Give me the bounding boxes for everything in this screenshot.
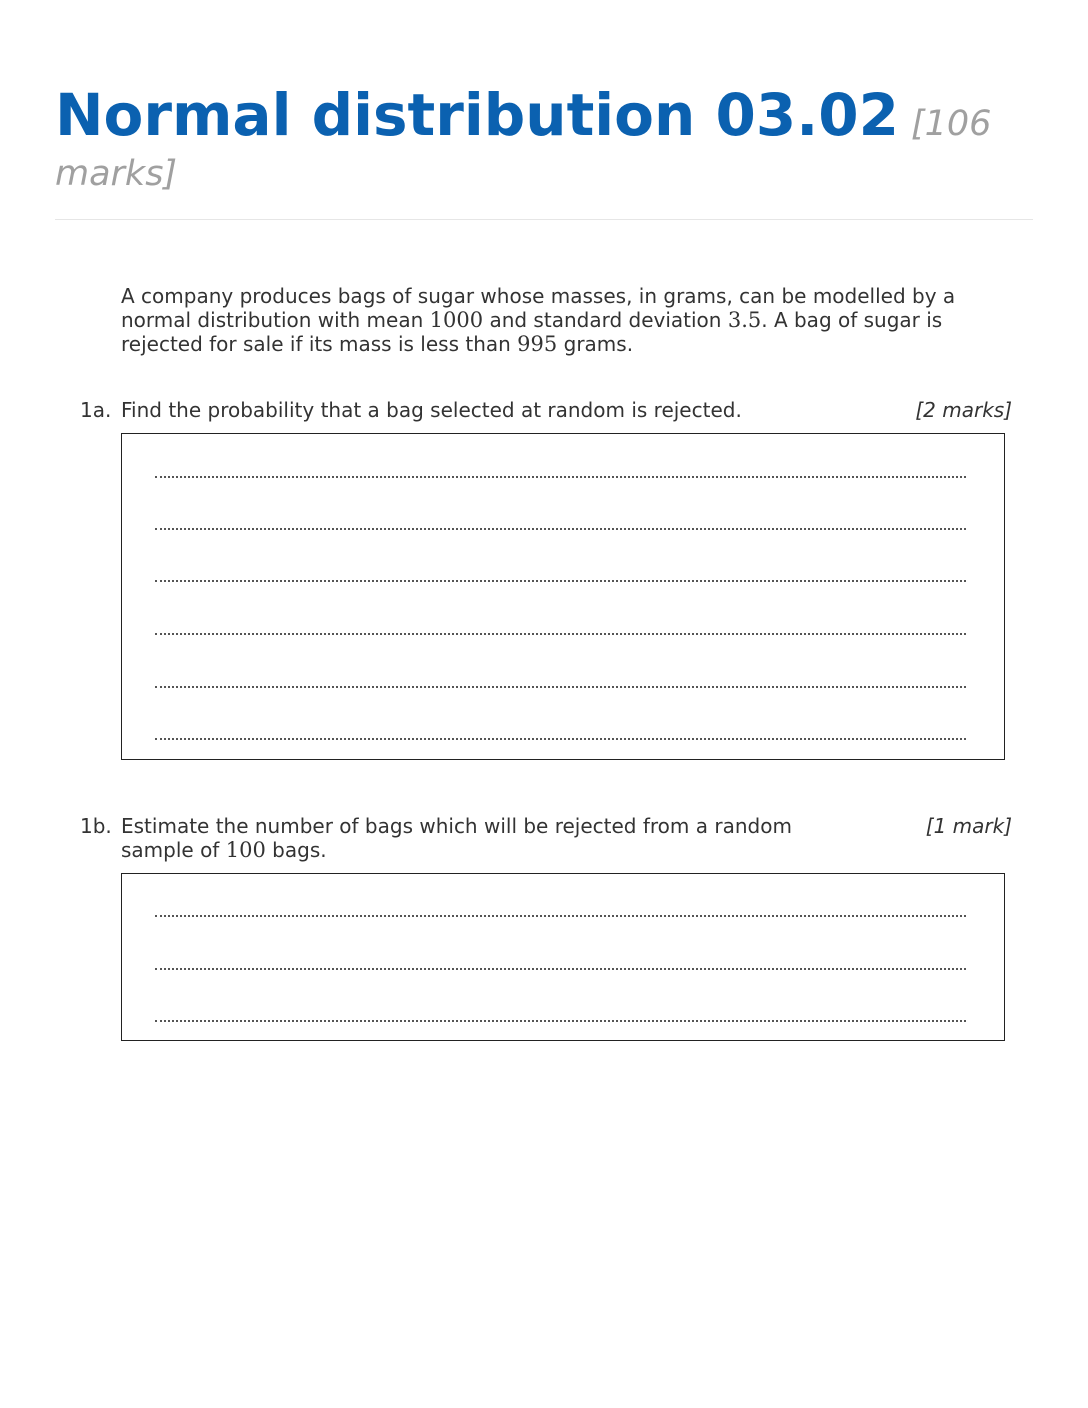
question-text-line-1: Estimate the number of bags which will be rejected from a random <box>121 814 792 838</box>
question-text-part: sample of <box>121 838 226 862</box>
mean-value: 1000 <box>429 308 484 332</box>
stem-text-2: and standard deviation <box>483 308 728 332</box>
page-title: Normal distribution 03.02 <box>55 81 899 149</box>
answer-line <box>155 476 966 478</box>
page-header <box>55 81 1033 199</box>
threshold-value: 995 <box>517 332 558 356</box>
question-text-line-2 <box>121 838 881 862</box>
answer-line <box>155 580 966 582</box>
answer-line <box>155 686 966 688</box>
stem-text-1: A company produces bags of sugar whose masses, in grams, can be modelled by a normal distribution with mean <box>121 284 956 332</box>
question-text: Find the probability that a bag selected at random is rejected. <box>121 398 742 422</box>
question-number: 1b. <box>80 814 112 838</box>
question-stem <box>121 284 1011 356</box>
question-1a <box>80 398 1012 422</box>
question-marks: [2 marks] <box>915 398 1012 422</box>
question-1b <box>80 814 1012 862</box>
total-marks: [106 marks] <box>55 104 992 194</box>
answer-line <box>155 968 966 970</box>
answer-line <box>155 915 966 917</box>
answer-box-1b[interactable] <box>121 873 1005 1041</box>
stem-text-4: grams. <box>557 332 634 356</box>
question-text-part: bags. <box>265 838 327 862</box>
answer-line <box>155 738 966 740</box>
header-divider <box>55 219 1033 220</box>
question-text <box>121 814 881 862</box>
answer-line <box>155 528 966 530</box>
sample-size-value: 100 <box>225 838 266 862</box>
answer-box-1a[interactable] <box>121 433 1005 760</box>
sd-value: 3.5 <box>727 308 762 332</box>
question-number: 1a. <box>80 398 112 422</box>
question-marks: [1 mark] <box>925 814 1012 838</box>
stem-text-3: . A bag of sugar is rejected for sale if its mass is less than <box>121 308 943 356</box>
answer-line <box>155 633 966 635</box>
answer-line <box>155 1020 966 1022</box>
